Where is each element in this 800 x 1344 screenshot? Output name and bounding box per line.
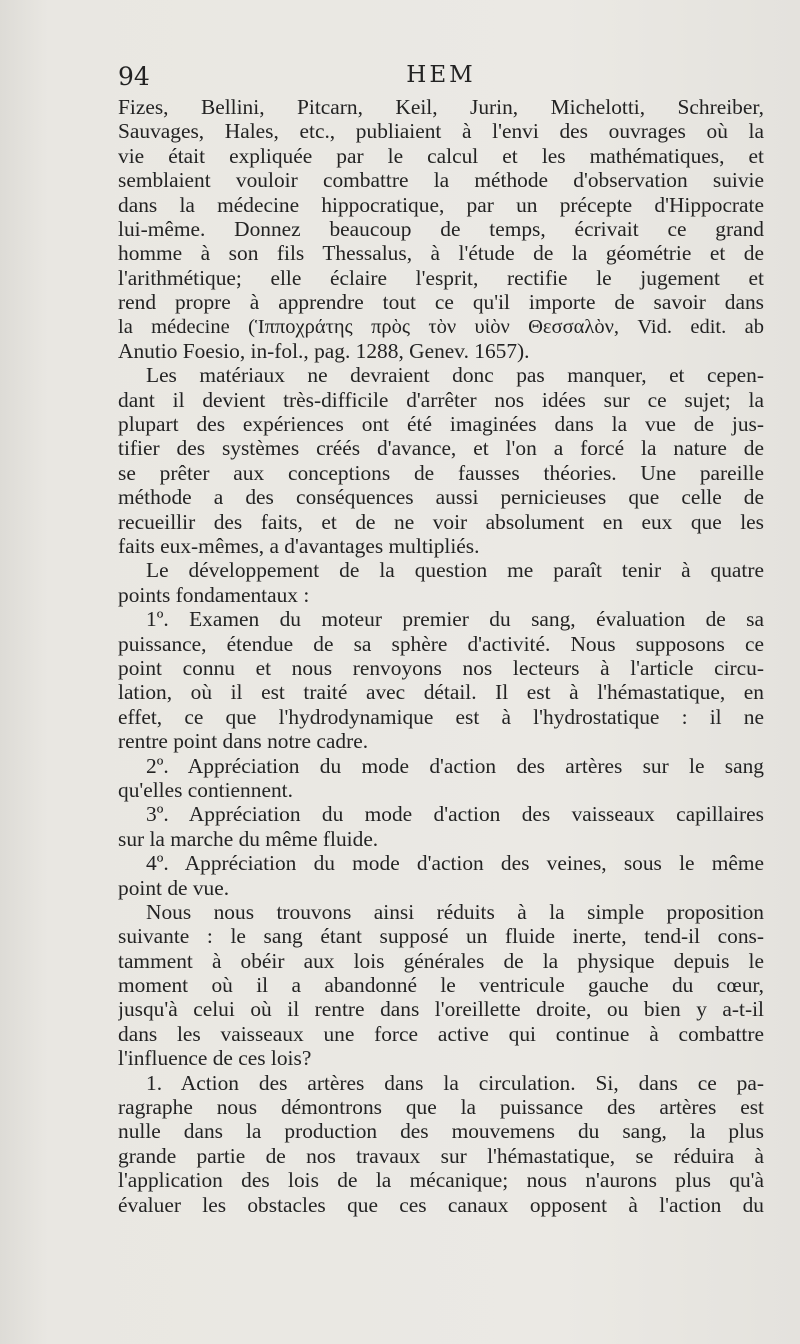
text-line: 1. Action des artères dans la circulation. Si, dans ce pa- (146, 1070, 764, 1095)
text-line: grande partie de nos travaux sur l'hémastatique, se réduira à (118, 1143, 764, 1168)
text-line: homme à son fils Thessalus, à l'étude de la géométrie et de (118, 241, 764, 266)
text-line: effet, ce que l'hydrodynamique est à l'hydrostatique : il ne (118, 704, 764, 729)
text-line: puissance, étendue de sa sphère d'activité. Nous supposons ce (118, 631, 764, 656)
text-line: Les matériaux ne devraient donc pas manquer, et cepen- (146, 363, 764, 388)
text-line: suivante : le sang étant supposé un fluide inerte, tend-il cons- (118, 924, 764, 949)
text-line: 3º. Appréciation du mode d'action des vaisseaux capillaires (146, 802, 764, 827)
text-line: ragraphe nous démontrons que la puissance des artères est (118, 1095, 764, 1120)
text-line: point connu et nous renvoyons nos lecteurs à l'article circu- (118, 655, 764, 680)
text-line: la médecine (Ἱπποχράτης πρὸς τὸν υἱὸν Θεσσαλὸν, Vid. edit. ab (118, 315, 764, 338)
text-line: jusqu'à celui où il rentre dans l'oreillette droite, ou bien y a-t-il (118, 997, 764, 1022)
text-line: tamment à obéir aux lois générales de la physique depuis le (118, 948, 764, 973)
text-line: lation, où il est traité avec détail. Il est à l'hémastatique, en (118, 680, 764, 705)
text-line: Fizes, Bellini, Pitcarn, Keil, Jurin, Michelotti, Schreiber, (118, 95, 764, 119)
text-line: l'influence de ces lois? (118, 1046, 312, 1071)
text-line: faits eux-mêmes, a d'avantages multipliés. (118, 534, 480, 559)
page-number: 94 (118, 62, 150, 91)
text-line: 1º. Examen du moteur premier du sang, évaluation de sa (146, 607, 764, 632)
text-line: points fondamentaux : (118, 582, 310, 607)
body-text (118, 95, 764, 1217)
text-line: 4º. Appréciation du mode d'action des veines, sous le même (146, 851, 764, 876)
running-head: HEM (406, 62, 476, 88)
text-line: méthode a des conséquences aussi pernicieuses que celle de (118, 485, 764, 510)
text-line: Le développement de la question me paraît tenir à quatre (146, 558, 764, 583)
text-line: Sauvages, Hales, etc., publiaient à l'envi des ouvrages où la (118, 119, 764, 144)
text-line: l'arithmétique; elle éclaire l'esprit, rectifie le jugement et (118, 265, 764, 290)
text-line: l'application des lois de la mécanique; nous n'aurons plus qu'à (118, 1168, 764, 1193)
text-line: qu'elles contiennent. (118, 777, 293, 802)
text-line: lui-même. Donnez beaucoup de temps, écrivait ce grand (118, 216, 764, 241)
text-line: évaluer les obstacles que ces canaux opposent à l'action du (118, 1192, 764, 1217)
text-line: rentre point dans notre cadre. (118, 729, 369, 754)
text-line: vie était expliquée par le calcul et les mathématiques, et (118, 143, 764, 168)
page-header (118, 62, 764, 96)
text-line: 2º. Appréciation du mode d'action des artères sur le sang (146, 753, 764, 778)
text-line: Anutio Foesio, in-fol., pag. 1288, Genev. 1657). (118, 338, 530, 363)
text-line: moment où il a abandonné le ventricule gauche du cœur, (118, 973, 764, 998)
text-line: plupart des expériences ont été imaginées dans la vue de jus- (118, 412, 764, 437)
text-line: dant il devient très-difficile d'arrêter nos idées sur ce sujet; la (118, 387, 764, 412)
text-line: semblaient vouloir combattre la méthode d'observation suivie (118, 168, 764, 193)
text-line: tifier des systèmes créés d'avance, et l'on a forcé la nature de (118, 436, 764, 461)
text-line: Nous nous trouvons ainsi réduits à la simple proposition (146, 899, 764, 924)
text-line: recueillir des faits, et de ne voir absolument en eux que les (118, 509, 764, 534)
text-line: rend propre à apprendre tout ce qu'il importe de savoir dans (118, 290, 764, 315)
text-line: point de vue. (118, 875, 230, 900)
text-line: se prêter aux conceptions de fausses théories. Une pareille (118, 460, 764, 485)
text-line: sur la marche du même fluide. (118, 826, 379, 851)
text-line: nulle dans la production des mouvemens du sang, la plus (118, 1119, 764, 1144)
text-line: dans la médecine hippocratique, par un précepte d'Hippocrate (118, 192, 764, 217)
text-line: dans les vaisseaux une force active qui continue à combattre (118, 1021, 764, 1046)
